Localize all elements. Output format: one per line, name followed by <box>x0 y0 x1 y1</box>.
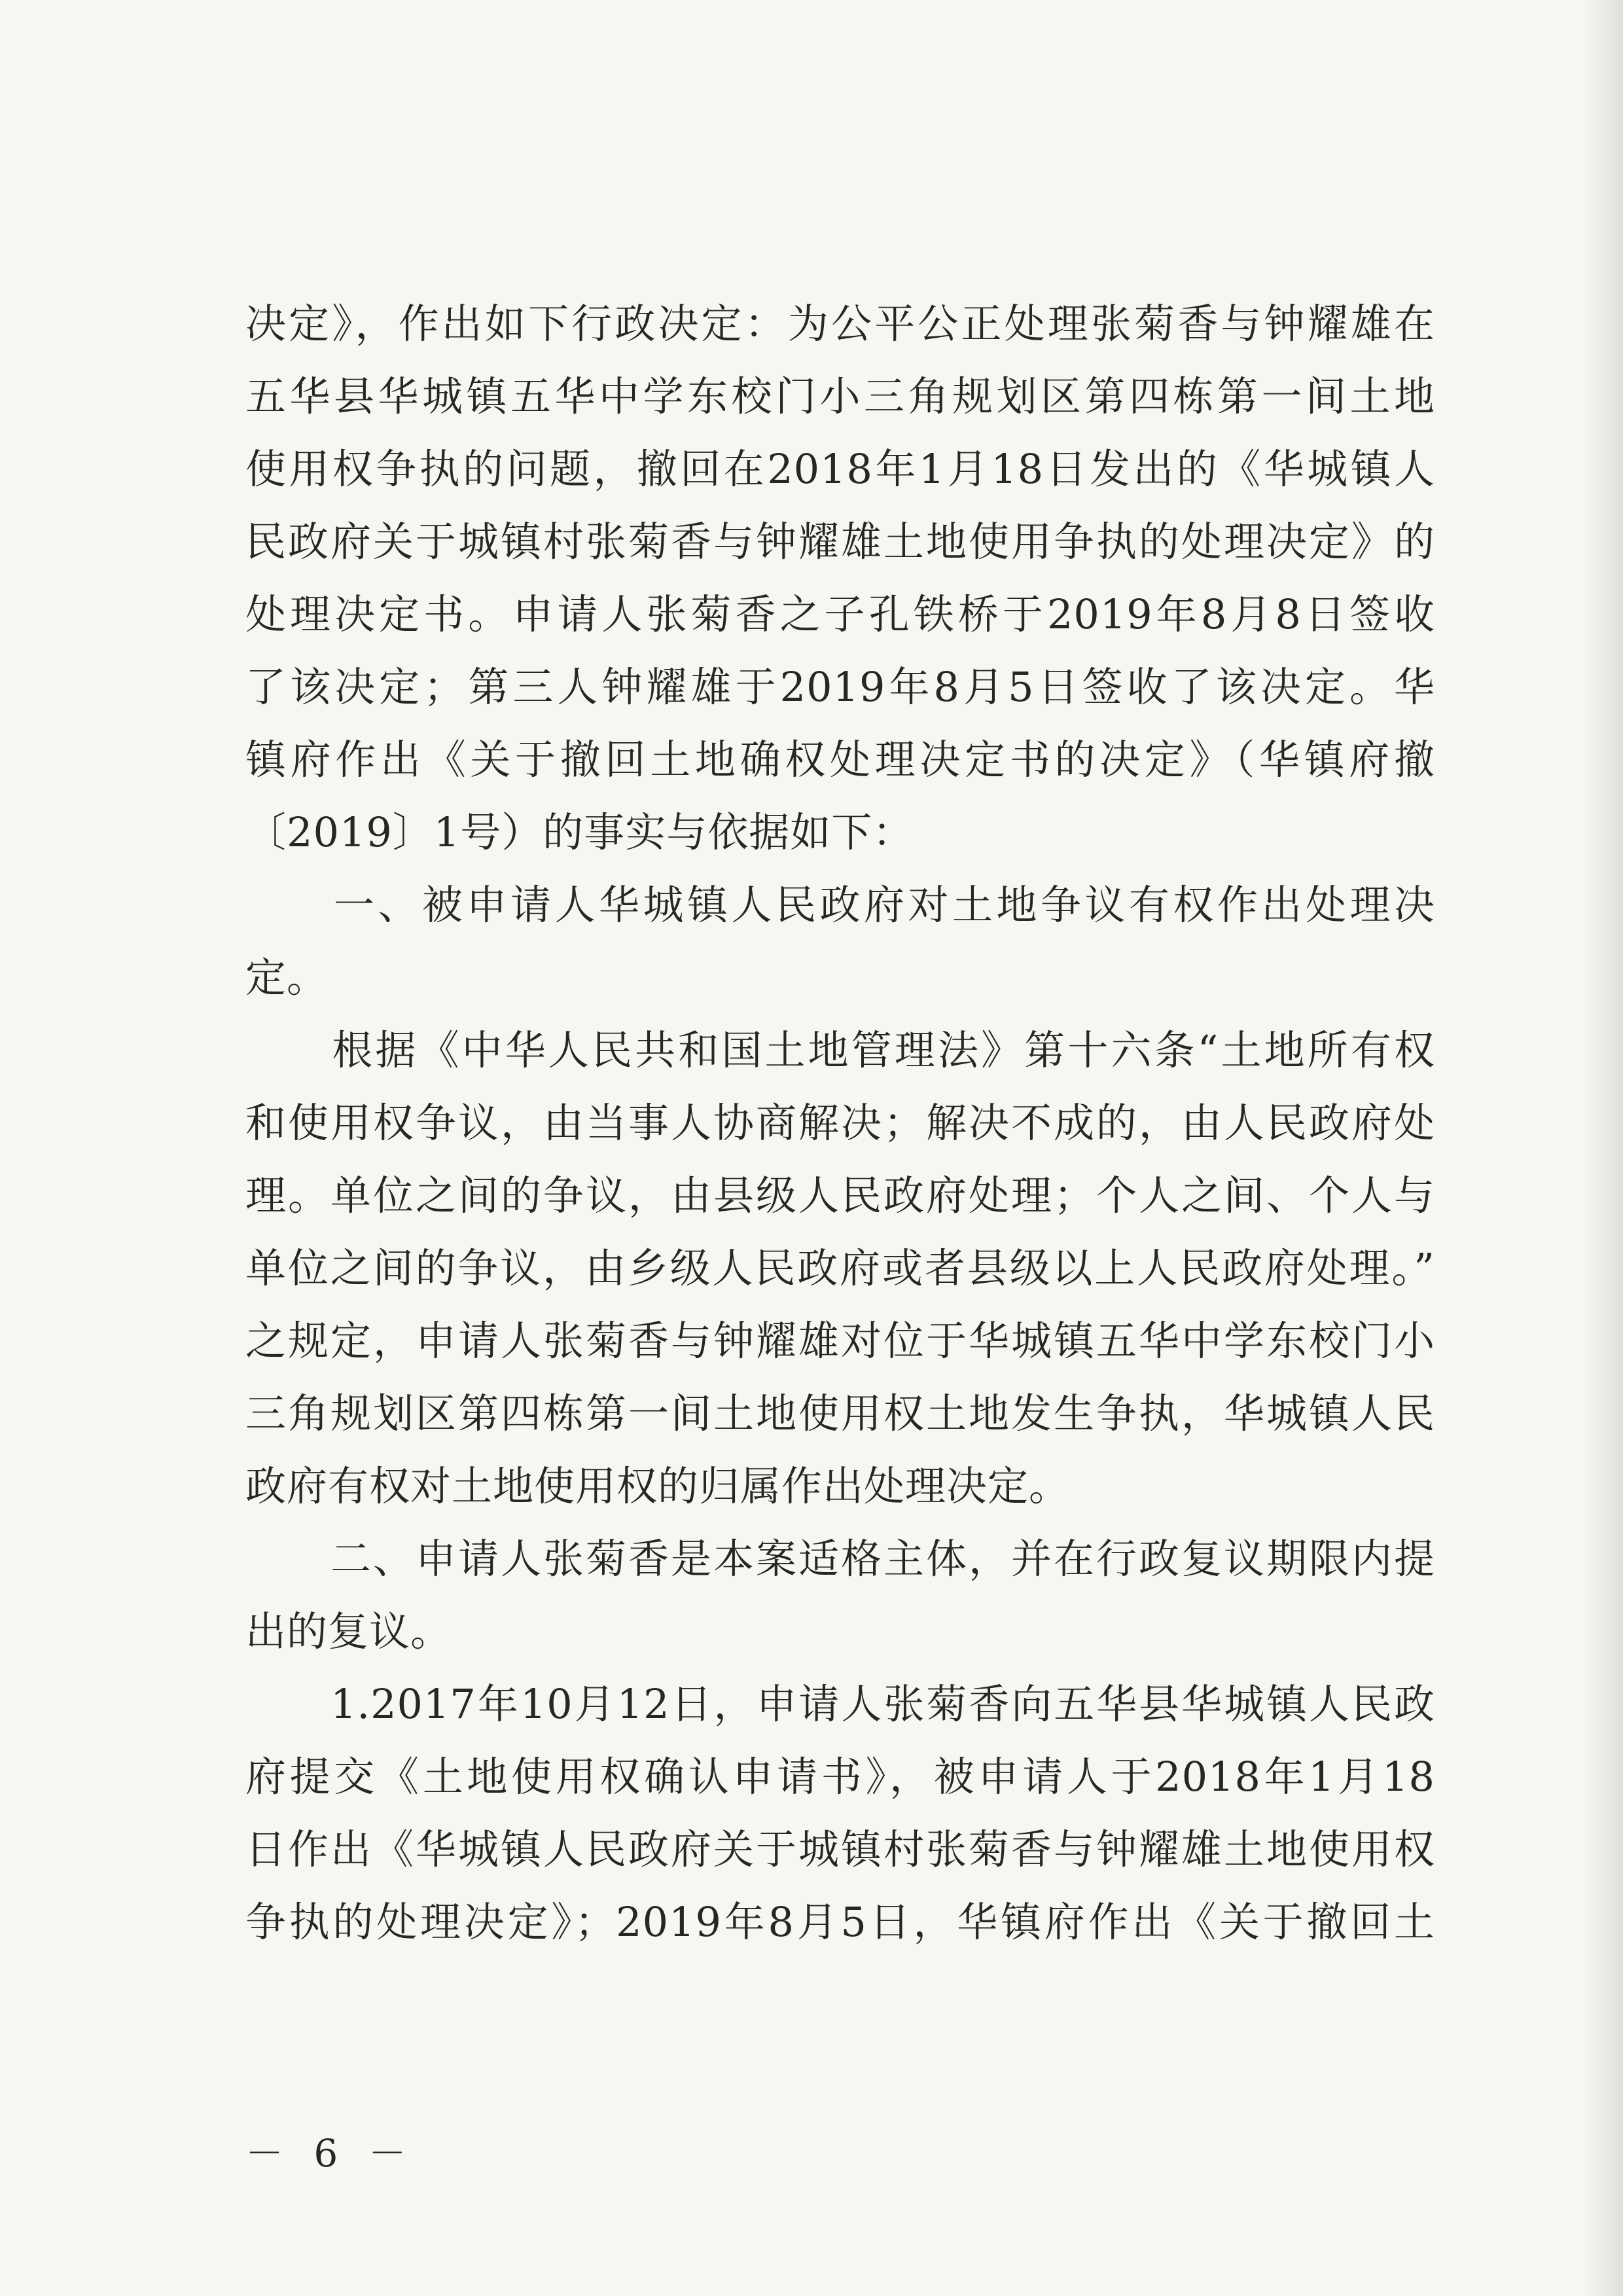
text-line-12: 和使用权争议，由当事人协商解决；解决不成的，由人民政府处 <box>245 1099 1435 1147</box>
section-heading-2-cont: 出的复议。 <box>245 1607 452 1655</box>
section-heading-2: 二、申请人张菊香是本案适格主体，并在行政复议期限内提 <box>245 1535 1435 1583</box>
text-line-15: 之规定，申请人张菊香与钟耀雄对位于华城镇五华中学东校门小 <box>245 1317 1435 1365</box>
text-line-21: 府提交《土地使用权确认申请书》，被申请人于2018年1月18 <box>245 1753 1435 1801</box>
text-line-23: 争执的处理决定》；2019年8月5日，华镇府作出《关于撤回土 <box>245 1898 1435 1946</box>
text-line-2: 五华县华城镇五华中学东校门小三角规划区第四栋第一间土地 <box>245 372 1435 420</box>
section-heading-1: 一、被申请人华城镇人民政府对土地争议有权作出处理决 <box>245 881 1435 929</box>
page-number: － 6 － <box>245 2131 416 2176</box>
text-line-3: 使用权争执的问题，撤回在2018年1月18日发出的《华城镇人 <box>245 445 1435 493</box>
text-line-17: 政府有权对土地使用权的归属作出处理决定。 <box>245 1462 1071 1510</box>
text-line-14: 单位之间的争议，由乡级人民政府或者县级以上人民政府处理。” <box>245 1244 1435 1292</box>
text-line-5: 处理决定书。申请人张菊香之子孔铁桥于2019年8月8日签收 <box>245 590 1435 638</box>
text-line-22: 日作出《华城镇人民政府关于城镇村张菊香与钟耀雄土地使用权 <box>245 1825 1435 1873</box>
text-line-16: 三角规划区第四栋第一间土地使用权土地发生争执，华城镇人民 <box>245 1390 1435 1437</box>
text-line-20: 1.2017年10月12日，申请人张菊香向五华县华城镇人民政 <box>245 1680 1435 1728</box>
text-line-11: 根据《中华人民共和国土地管理法》第十六条“土地所有权 <box>245 1026 1435 1074</box>
text-line-6: 了该决定；第三人钟耀雄于2019年8月5日签收了该决定。华 <box>245 663 1435 711</box>
text-line-7: 镇府作出《关于撤回土地确权处理决定书的决定》（华镇府撤 <box>245 736 1435 783</box>
text-line-4: 民政府关于城镇村张菊香与钟耀雄土地使用争执的处理决定》的 <box>245 518 1435 565</box>
text-line-1: 决定》，作出如下行政决定：为公平公正处理张菊香与钟耀雄在 <box>245 300 1435 348</box>
page-edge-shadow <box>1584 0 1623 2296</box>
section-heading-1-cont: 定。 <box>245 954 329 1001</box>
text-line-13: 理。单位之间的争议，由县级人民政府处理；个人之间、个人与 <box>245 1172 1435 1219</box>
text-line-8: 〔2019〕1号）的事实与依据如下： <box>245 808 914 856</box>
